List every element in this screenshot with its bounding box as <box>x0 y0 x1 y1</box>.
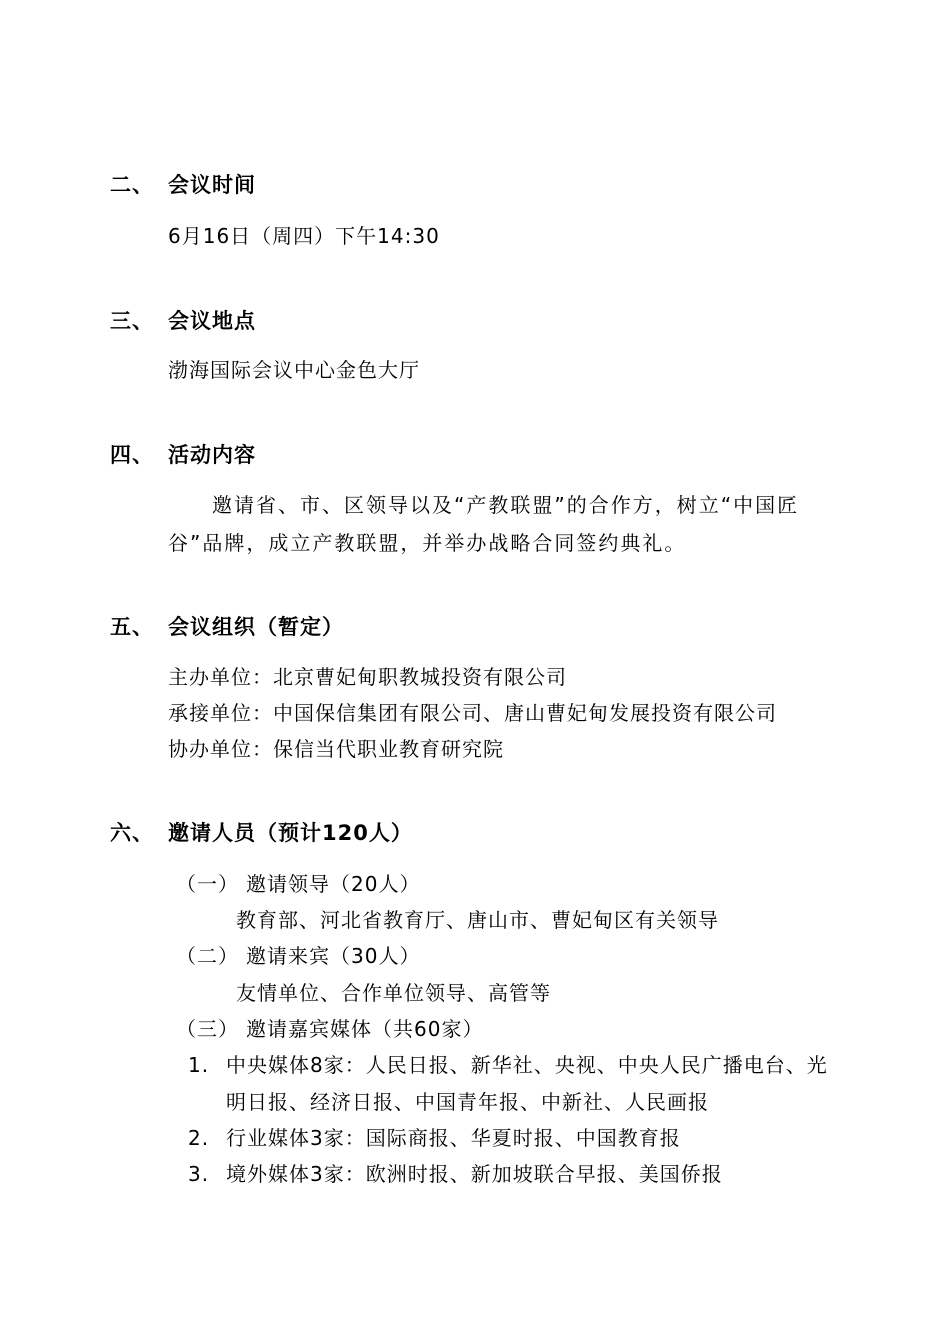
media-item-text: 行业媒体3家：国际商报、华夏时报、中国教育报 <box>226 1126 681 1150</box>
section-number: 六、 <box>110 821 154 845</box>
section-heading-location <box>110 308 256 334</box>
meeting-location: 渤海国际会议中心金色大厅 <box>168 358 420 382</box>
media-item-central-line-2: 明日报、经济日报、中国青年报、中新社、人民画报 <box>226 1090 709 1114</box>
section-title: 会议组织（暂定） <box>168 615 344 639</box>
section-number: 四、 <box>110 443 154 467</box>
group-title: 邀请来宾（30人） <box>246 944 421 968</box>
media-item-number: 2. <box>188 1126 210 1150</box>
section-heading-organization <box>110 614 344 640</box>
media-item-number: 3. <box>188 1162 210 1186</box>
invitee-group-leaders <box>176 871 420 897</box>
section-heading-invitees <box>110 820 413 846</box>
media-item-industry <box>188 1125 681 1151</box>
invitee-group-leaders-detail: 教育部、河北省教育厅、唐山市、曹妃甸区有关领导 <box>236 908 719 932</box>
group-number: （三） <box>176 1017 239 1041</box>
section-number: 二、 <box>110 173 154 197</box>
invitee-group-media <box>176 1016 483 1042</box>
section-number: 五、 <box>110 615 154 639</box>
group-number: （一） <box>176 872 239 896</box>
section-heading-time <box>110 172 256 198</box>
section-title: 活动内容 <box>168 443 256 467</box>
organizer-undertaker: 承接单位：中国保信集团有限公司、唐山曹妃甸发展投资有限公司 <box>168 701 777 725</box>
organizer-co-host: 协办单位：保信当代职业教育研究院 <box>168 737 504 761</box>
invitee-group-guests-detail: 友情单位、合作单位领导、高管等 <box>236 981 551 1005</box>
group-number: （二） <box>176 944 239 968</box>
media-item-number: 1. <box>188 1053 210 1077</box>
section-title: 邀请人员（预计120人） <box>168 821 413 845</box>
activity-paragraph-line-1: 邀请省、市、区领导以及“产教联盟”的合作方，树立“中国匠 <box>212 493 800 517</box>
group-title: 邀请嘉宾媒体（共60家） <box>246 1017 484 1041</box>
media-item-text-line-1: 中央媒体8家：人民日报、新华社、央视、中央人民广播电台、光 <box>226 1053 828 1077</box>
section-number: 三、 <box>110 309 154 333</box>
invitee-group-guests <box>176 943 420 969</box>
section-heading-activity <box>110 442 256 468</box>
section-title: 会议时间 <box>168 173 256 197</box>
activity-paragraph-line-2: 谷”品牌，成立产教联盟，并举办战略合同签约典礼。 <box>168 531 687 555</box>
organizer-host: 主办单位：北京曹妃甸职教城投资有限公司 <box>168 665 567 689</box>
media-item-central <box>188 1052 828 1078</box>
section-title: 会议地点 <box>168 309 256 333</box>
media-item-overseas <box>188 1161 723 1187</box>
media-item-text: 境外媒体3家：欧洲时报、新加坡联合早报、美国侨报 <box>226 1162 723 1186</box>
group-title: 邀请领导（20人） <box>246 872 421 896</box>
meeting-time: 6月16日（周四）下午14:30 <box>168 224 440 248</box>
